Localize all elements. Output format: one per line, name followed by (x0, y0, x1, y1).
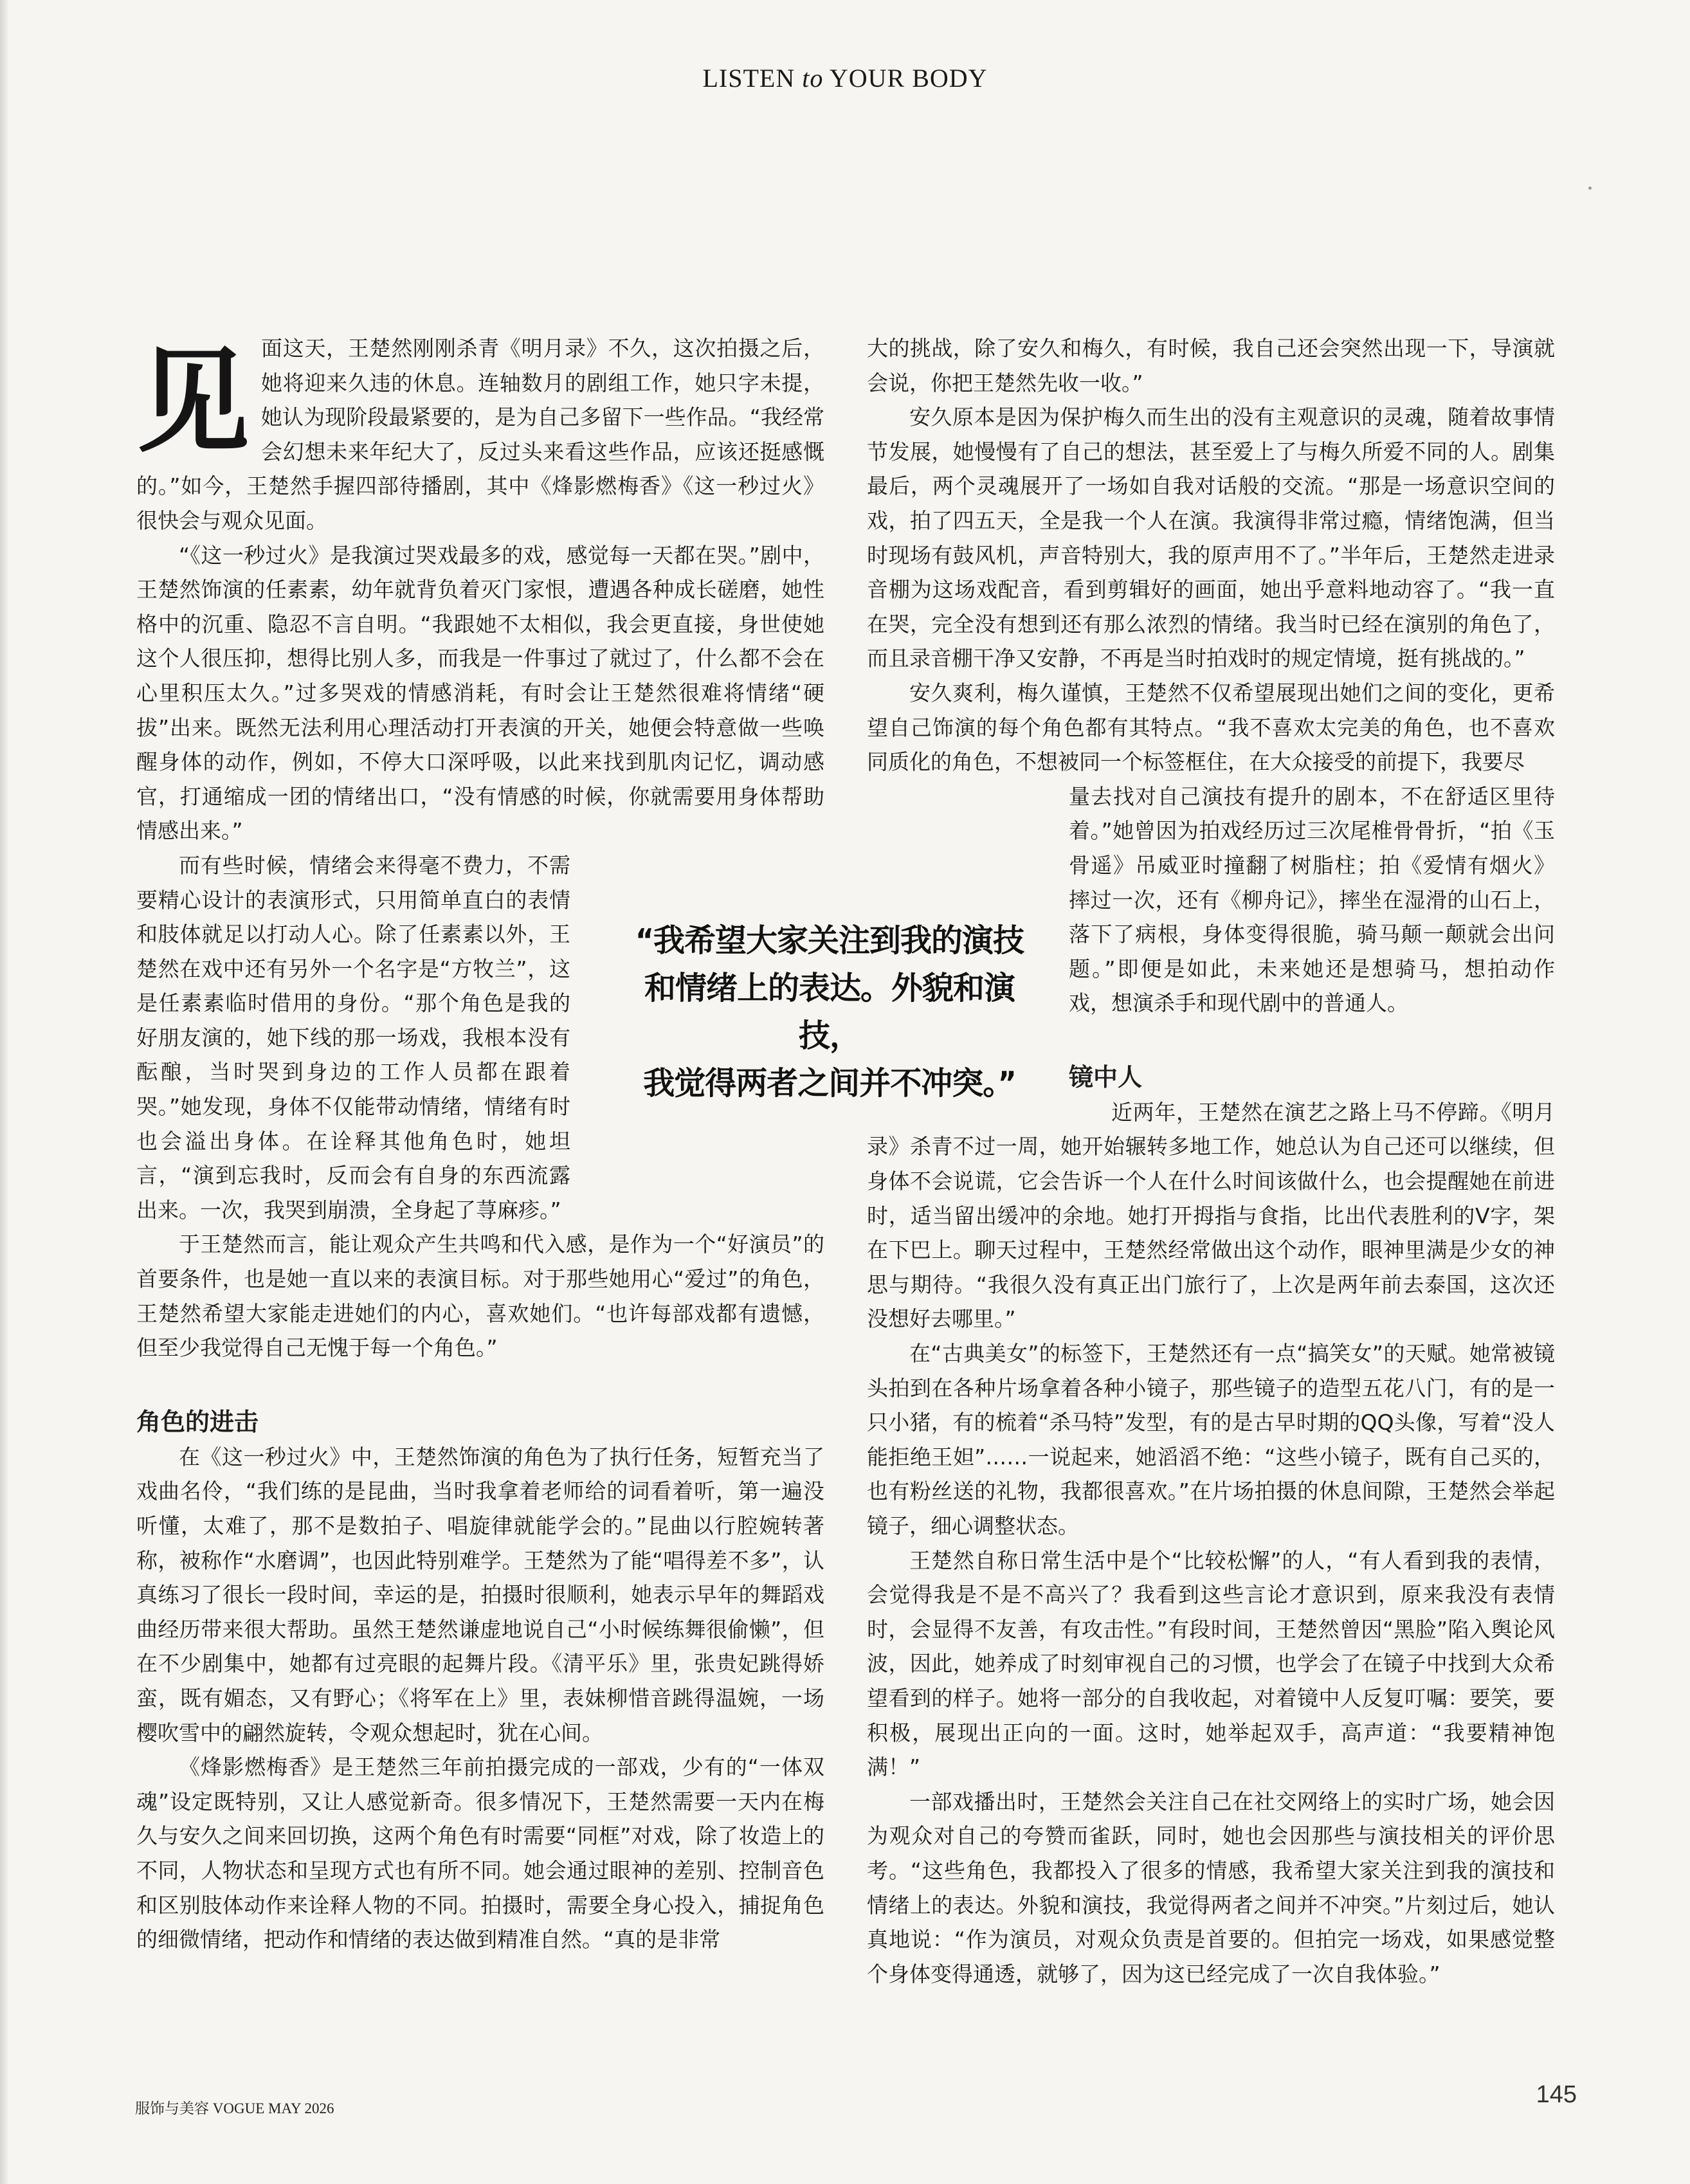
article-paragraph: 于王楚然而言，能让观众产生共鸣和代入感，是作为一个“好演员”的首要条件，也是她一直以来的表演目标。对于那些她用心“爱过”的角色，王楚然希望大家能走进她们的内心，喜欢她们。“也许每部戏都有遗憾，但至少我觉得自己无愧于每一个角色。” (136, 1232, 824, 1361)
article-column-right (867, 331, 1555, 1991)
article-paragraph: 在“古典美女”的标签下，王楚然还有一点“搞笑女”的天赋。她常被镜头拍到在各种片场拿着各种小镜子，那些镜子的造型五花八门，有的是一只小猪，有的梳着“杀马特”发型，有的是古早时期的QQ头像，写着“没人能拒绝王妲”……一说起来，她滔滔不绝：“这些小镜子，既有自己买的，也有粉丝送的礼物，我都很喜欢。”在片场拍摄的休息间隙，王楚然会举起镜子，细心调整状态。 (867, 1341, 1555, 1538)
section-heading: 角色的进击 (136, 1407, 259, 1436)
magazine-footer: 服饰与美容 VOGUE MAY 2026 (135, 2100, 334, 2116)
article-paragraph: 安久原本是因为保护梅久而生出的没有主观意识的灵魂，随着故事情节发展，她慢慢有了自己的想法，甚至爱上了与梅久所爱不同的人。剧集最后，两个灵魂展开了一场如自我对话般的交流。“那是一场意识空间的戏，拍了四五天，全是我一个人在演。我演得非常过瘾，情绪饱满，但当时现场有鼓风机，声音特别大，我的原声用不了。”半年后，王楚然走进录音棚为这场戏配音，看到剪辑好的画面，她出乎意料地动容了。“我一直在哭，完全没有想到还有那么浓烈的情绪。我当时已经在演别的角色了，而且录音棚干净又安静，不再是当时拍戏时的规定情境，挺有挑战的。” (867, 405, 1555, 671)
article-paragraph: 而有些时候，情绪会来得毫不费力，不需要精心设计的表演形式，只用简单直白的表情和肢体就足以打动人心。除了任素素以外，王楚然在戏中还有另外一个名字是“方牧兰”，这是任素素临时借用的身份。“那个角色是我的好朋友演的，她下线的那一场戏，我根本没有酝酿，当时哭到身边的工作人员都在跟着哭。”她发现，身体不仅能带动情绪，情绪有时也会溢出身体。在诠释其他角色时，她坦言，“演到忘我时，反而会有自身的东西流露出来。一次，我哭到崩溃，全身起了荨麻疹。” (136, 852, 570, 1223)
pull-quote-line: 和情绪上的表达。外貌和演技， (644, 970, 1015, 1054)
article-paragraph: 近两年，王楚然在演艺之路上马不停蹄。《明月录》杀青不过一周，她开始辗转多地工作，她总认为自己还可以继续，但身体不会说谎，它会告诉一个人在什么时间该做什么，也会提醒她在前进时，适当留出缓冲的余地。她打开拇指与食指，比出代表胜利的V字，架在下巴上。聊天过程中，王楚然经常做出这个动作，眼神里满是少女的神思与期待。“我很久没有真正出门旅行了，上次是两年前去泰国，这次还没想好去哪里。” (867, 1099, 1555, 1332)
article-paragraph: 《烽影燃梅香》是王楚然三年前拍摄完成的一部戏，少有的“一体双魂”设定既特别，又让人感觉新奇。很多情况下，王楚然需要一天内在梅久与安久之间来回切换，这两个角色有时需要“同框”对戏，除了妆造上的不同，人物状态和呈现方式也有所不同。她会通过眼神的差别、控制音色和区别肢体动作来诠释人物的不同。拍摄时，需要全身心投入，捕捉角色的细微情绪，把动作和情绪的表达做到精准自然。“真的是非常 (136, 1754, 824, 1952)
pull-quote-line: “我希望大家关注到我的演技 (635, 922, 1024, 959)
header-text-pre: LISTEN (702, 64, 803, 93)
pull-quote-line: 我觉得两者之间并不冲突。” (643, 1065, 1016, 1102)
article-paragraph: 安久爽利，梅久谨慎，王楚然不仅希望展现出她们之间的变化，更希望自己饰演的每个角色都有其特点。“我不喜欢太完美的角色，也不喜欢同质化的角色，不想被同一个标签框住，在大众接受的前提下，我要尽 量去找对自己演技有提升的剧本，不在舒适区里待着。”她曾因为拍戏经历过三次尾椎骨骨折，“拍《玉骨遥》吊威亚时撞翻了树脂柱；拍《爱情有烟火》摔过一次，还有《柳舟记》，摔坐在湿滑的山石上，落下了病根，身体变得很脆，骑马颠一颠就会出问题。”即便是如此，未来她还是想骑马，想拍动作戏，想演杀手和现代剧中的普通人。 (867, 676, 1555, 1021)
article-paragraph: “《这一秒过火》是我演过哭戏最多的戏，感觉每一天都在哭。”剧中，王楚然饰演的任素素，幼年就背负着灭门家恨，遭遇各种成长磋磨，她性格中的沉重、隐忍不言自明。“我跟她不太相似，我会更直接，身世使她这个人很压抑，想得比别人多，而我是一件事过了就过了，什么都不会在心里积压太久。”过多哭戏的情感消耗，有时会让王楚然很难将情绪“硬拔”出来。既然无法利用心理活动打开表演的开关，她便会特意做一些唤醒身体的动作，例如，不停大口深呼吸，以此来找到肌肉记忆，调动感官，打通缩成一团的情绪出口，“没有情感的时候，你就需要用身体帮助情感出来。” (136, 542, 824, 844)
article-paragraph: 王楚然自称日常生活中是个“比较松懈”的人，“有人看到我的表情，会觉得我是不是不高兴了？我看到这些言论才意识到，原来我没有表情时，会显得不友善，有攻击性。”有段时间，王楚然曾因“黑脸”陷入舆论风波，因此，她养成了时刻审视自己的习惯，也学会了在镜子中找到大众希望看到的样子。她将一部分的自我收起，对着镜中人反复叮嘱：要笑，要积极，展现出正向的一面。这时，她举起双手，高声道：“我要精神饱满！” (867, 1547, 1555, 1780)
pull-quote (617, 917, 1042, 1107)
page-number: 145 (1536, 2081, 1577, 2108)
article-paragraph: 见面这天，王楚然刚刚杀青《明月录》不久，这次拍摄之后，她将迎来久违的休息。连轴数月的剧组工作，她只字未提，她认为现阶段最紧要的，是为自己多留下一些作品。“我经常会幻想未来年纪大了，反过头来看这些作品，应该还挺感慨的。”如今，王楚然手握四部待播剧，其中《烽影燃梅香》《这一秒过火》很快会与观众见面。 (136, 336, 824, 533)
drop-cap: 见 (136, 336, 250, 468)
article-paragraph: 在《这一秒过火》中，王楚然饰演的角色为了执行任务，短暂充当了戏曲名伶，“我们练的是昆曲，当时我拿着老师给的词看着听，第一遍没听懂，太难了，那不是数拍子、唱旋律就能学会的。”昆曲以行腔婉转著称，被称作“水磨调”，也因此特别难学。王楚然为了能“唱得差不多”，认真练习了很长一段时间，幸运的是，拍摄时很顺利，她表示早年的舞蹈戏曲经历带来很大帮助。虽然王楚然谦虚地说自己“小时候练舞很偷懒”，但在不少剧集中，她都有过亮眼的起舞片段。《清平乐》里，张贵妃跳得娇蛮，既有媚态，又有野心；《将军在上》里，表妹柳惜音跳得温婉，一场樱吹雪中的翩然旋转，令观众想起时，犹在心间。 (136, 1444, 824, 1745)
article-paragraph: 一部戏播出时，王楚然会关注自己在社交网络上的实时广场，她会因为观众对自己的夸赞而雀跃，同时，她也会因那些与演技相关的评价思考。“这些角色，我都投入了很多的情感，我希望大家关注到我的演技和情绪上的表达。外貌和演技，我觉得两者之间并不冲突。”片刻过后，她认真地说：“作为演员，对观众负责是首要的。但拍完一场戏，如果感觉整个身体变得通透，就够了，因为这已经完成了一次自我体验。” (867, 1788, 1555, 1987)
section-header (0, 63, 1690, 93)
article-paragraph: 大的挑战，除了安久和梅久，有时候，我自己还会突然出现一下，导演就会说，你把王楚然先收一收。” (867, 336, 1555, 396)
header-text-to: to (802, 64, 824, 93)
paper-speck (1588, 187, 1592, 190)
page-binding-shadow (0, 0, 9, 2184)
article-column-left (136, 331, 824, 1957)
header-text-post: YOUR BODY (823, 64, 988, 93)
section-heading: 镜中人 (1069, 1062, 1143, 1091)
